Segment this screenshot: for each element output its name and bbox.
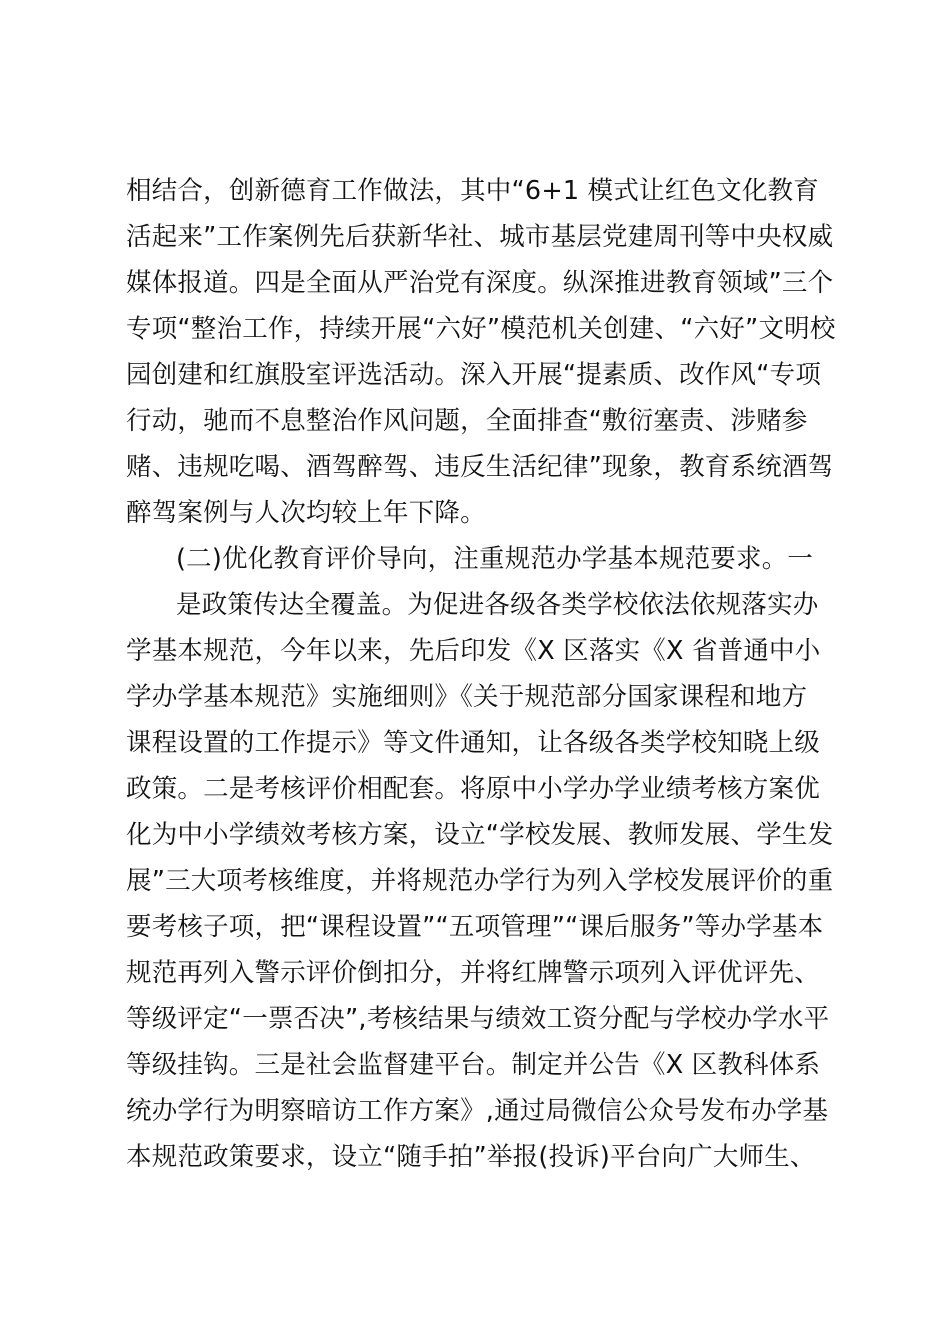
text-line: 园创建和红旗股室评选活动。深入开展“提素质、改作风“专项 bbox=[126, 360, 822, 390]
document-body bbox=[126, 168, 836, 1180]
text-line: 行动，驰而不息整治作风问题，全面排查“敷衍塞责、涉赌参 bbox=[126, 406, 808, 436]
text-line: 专项“整治工作，持续开展“六好”模范机关创建、“六好”文明校 bbox=[126, 314, 836, 344]
text-line: 赌、违规吃喝、酒驾醉驾、违反生活纪律”现象，教育系统酒驾 bbox=[126, 452, 834, 482]
text-line: 等级评定“一票否决”,考核结果与绩效工资分配与学校办学水平 bbox=[126, 1004, 830, 1034]
text-line: 是政策传达全覆盖。为促进各级各类学校依法依规落实办 bbox=[176, 590, 819, 620]
text-line: 本规范政策要求，设立“随手拍”举报(投诉)平台向广大师生、 bbox=[126, 1142, 816, 1172]
text-line: 相结合，创新德育工作做法，其中“6+1 模式让红色文化教育 bbox=[126, 176, 819, 206]
text-line: 学办学基本规范》实施细则》《关于规范部分国家课程和地方 bbox=[126, 682, 808, 712]
text-line: (二)优化教育评价导向，注重规范办学基本规范要求。一 bbox=[176, 544, 814, 574]
text-line: 媒体报道。四是全面从严治党有深度。纵深推进教育领域”三个 bbox=[126, 268, 834, 298]
text-line: 展”三大项考核维度，并将规范办学行为列入学校发展评价的重 bbox=[126, 866, 834, 896]
text-line: 统办学行为明察暗访工作方案》,通过局微信公众号发布办学基 bbox=[126, 1096, 829, 1126]
text-line: 政策。二是考核评价相配套。将原中小学办学业绩考核方案优 bbox=[126, 774, 820, 804]
text-line: 醉驾案例与人次均较上年下降。 bbox=[126, 498, 486, 528]
text-line: 规范再列入警示评价倒扣分，并将红牌警示项列入评优评先、 bbox=[126, 958, 820, 988]
text-line: 活起来”工作案例先后获新华社、城市基层党建周刊等中央权威 bbox=[126, 222, 834, 252]
text-line: 学基本规范，今年以来，先后印发《X 区落实《X 省普通中小 bbox=[126, 636, 821, 666]
text-line: 要考核子项，把“课程设置”“五项管理”“课后服务”等办学基本 bbox=[126, 912, 824, 942]
text-line: 课程设置的工作提示》等文件通知，让各级各类学校知晓上级 bbox=[126, 728, 820, 758]
text-line: 化为中小学绩效考核方案，设立“学校发展、教师发展、学生发 bbox=[126, 820, 834, 850]
text-line: 等级挂钩。三是社会监督建平台。制定并公告《X 区教科体系 bbox=[126, 1050, 821, 1080]
